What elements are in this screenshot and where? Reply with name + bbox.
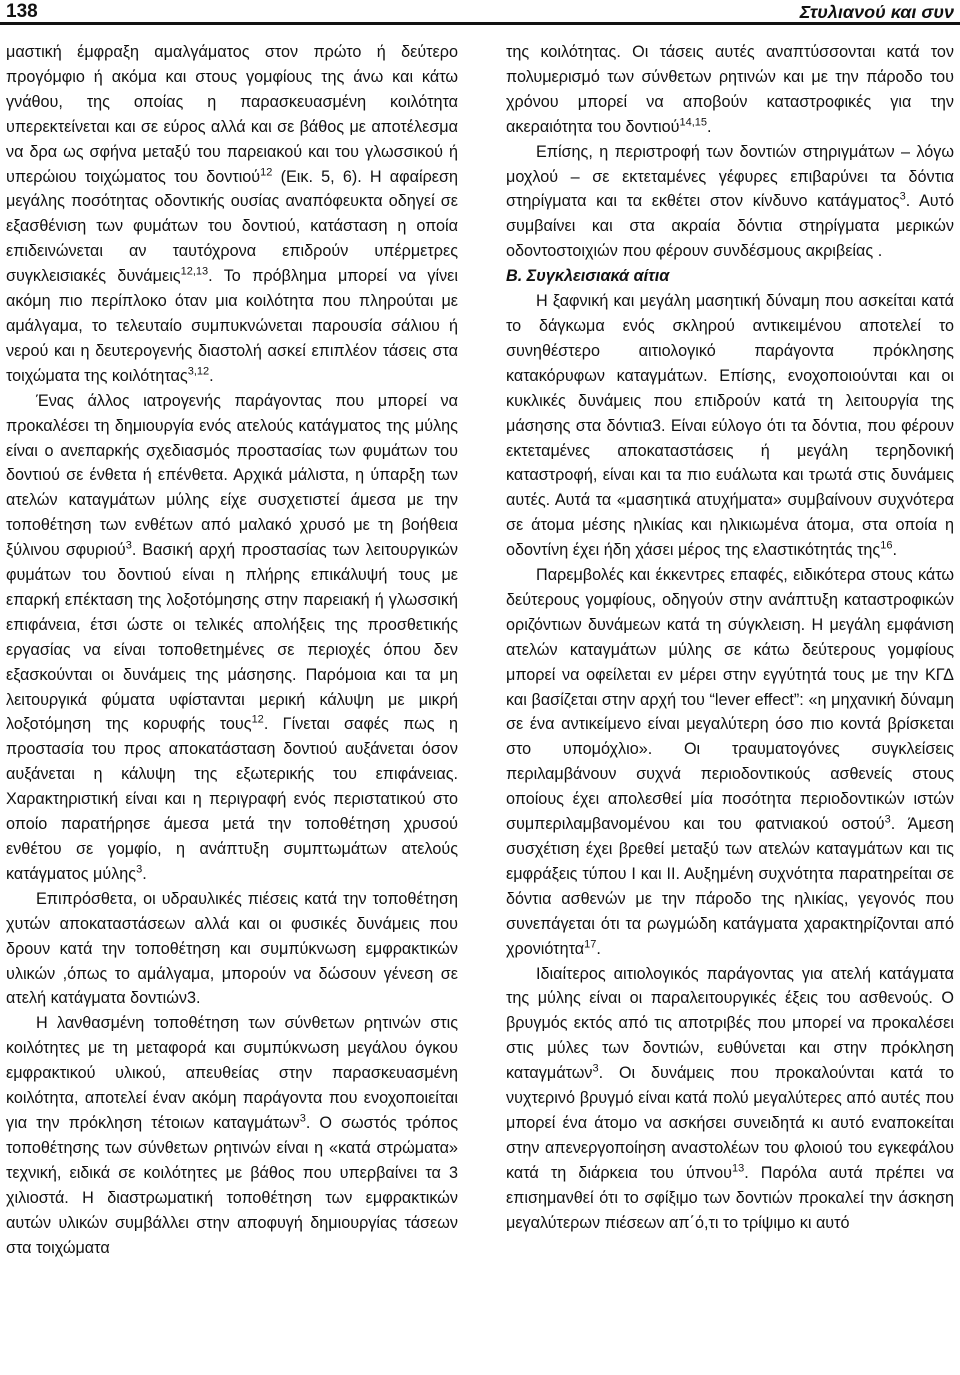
citation: 3 — [299, 1112, 306, 1125]
citation: 14,15 — [679, 116, 708, 129]
paragraph — [6, 1011, 458, 1260]
text-run: Παρεμβολές και έκκεντρες επαφές, ειδικότερα στους κάτω δεύτερους γομφίους, οδηγούν στην ανάπτυξη καταστροφικών οριζόντιων δυνάμεων κατά τη σύγκλειση. Η μεγάλη εμφάνιση ατελών καταγμάτων μύλης σε κάτω δεύτερους γομφίους μπορεί να οφείλεται εν μέρει στην εγγύτητά τους με την ΚΓΔ και βασίζεται στην αρχή του “lever effect”: «η μηχανική δύναμη σε ένα αντικείμενο είναι μεγαλύτερη όσο πιο κοντά βρίσκεται στο υπομόχλιο». Οι τραυματογόνες συγκλείσεις περιλαμβάνουν συχνά περιοδοντικούς ασθενείς στους οποίους έχει απολεσθεί μία ποσότητα περιοδοντικών ιστών συμπεριλαμβανομένου και του φατνιακού οστού — [506, 566, 954, 834]
text-run: . Αυτό συμβαίνει και στα ακραία δόντια στηρίγματα μερικών οδοντοστοιχιών που φέρουν συνδέσμους ακριβείας . — [506, 192, 954, 261]
citation: 17 — [584, 938, 597, 951]
running-title: Στυλιανού και συν — [799, 2, 954, 22]
citation: 3 — [899, 191, 906, 204]
page-header — [0, 0, 960, 28]
text-run: . Άμεση συσχέτιση έχει βρεθεί μεταξύ των ατελών καταγμάτων και τις εμφράξεις τύπου Ι και ΙΙ. Αυξημένη συχνότητα παρατηρείται σε δόντια ασθενών με την πάροδο της ηλικίας, γεγονός που συνεπάγεται ότι τα ρωγμώδη κατάγματα χαρακτηρίζονται από χρονιότητα — [506, 815, 954, 958]
header-rule — [0, 22, 960, 25]
text-run: (Εικ. 5, 6). Η αφαίρεση μεγάλης ποσότητας οδοντικής ουσίας αναπόφευκτα οδηγεί σε εξασθένιση των φυμάτων του δοντιού, κατάσταση η οποία επιδεινώνεται αν ταυτόχρονα επιδρούν υπέρμετρες συγκλεισιακές δυνάμεις — [6, 167, 459, 286]
text-run: Η ξαφνική και μεγάλη μασητική δύναμη που ασκείται κατά το δάγκωμα ενός σκληρού αντικειμένου αποτελεί το συνηθέστερο αιτιολογικό παράγοντα πρόκλησης κατακόρυφων καταγμάτων. Επίσης, ενοχοποιούνται και οι κυκλικές δυνάμεις που επιδρούν κατά τη λειτουργία της μάσησης στα δόντια3. Είναι εύλογο ότι τα δόντια, που φέρουν εκτεταμένες αποκαταστάσεις ή μεγάλη τερηδονική καταστροφή, είναι και τα πιο ευάλωτα και τρωτά στις δυνάμεις αυτές. Αυτά τα «μασητικά ατυχήματα» συμβαίνουν συχνότερα σε άτομα μέσης ηλικίας και ηλικιωμένα άτομα, στα οποία η οδοντίνη έχει ήδη χάσει μέρος της ελαστικότητάς της — [506, 292, 954, 560]
text-run: Η λανθασμένη τοποθέτηση των σύνθετων ρητινών στις κοιλότητες με τη μεταφορά και συμπύκνωση μεγάλου όγκου εμφρακτικού υλικού, απευθείας στην παρασκευασμένη κοιλότητα, αποτελεί έναν ακόμη παράγοντα που ενοχοποιείται για την πρόκληση τέτοιων καταγμάτων — [6, 1014, 458, 1132]
text-run: Ένας άλλος ιατρογενής παράγοντας που μπορεί να προκαλέσει τη δημιουργία ενός ατελούς κατάγματος της μύλης είναι ο ανεπαρκής σχεδιασμός προστασίας των φυμάτων του δοντιού σε ένθετα ή επένθετα. Αρχικά μάλιστα, η ύπαρξη των ατελών καταγμάτων μύλης είχε συσχετιστεί άμεσα με την τοποθέτηση των ενθέτων από μαλακό χρυσό με τη βοήθεια ξύλινου σφυριού — [6, 391, 458, 560]
citation: 12 — [260, 166, 273, 179]
citation: 13 — [731, 1162, 745, 1175]
text-run: . — [707, 117, 712, 136]
text-run: Ιδιαίτερος αιτιολογικός παράγοντας για ατελή κατάγματα της μύλης είναι οι παραλειτουργικές έξεις του ασθενούς. Ο βρυγμός εκτός από τις αποτριβές που μπορεί να προκαλέσει στις μύλες των δοντιών, ευθύνεται και στην πρόκληση καταγμάτων — [506, 964, 954, 1083]
citation: 3 — [125, 539, 132, 552]
citation: 3 — [884, 813, 891, 826]
paragraph — [506, 40, 954, 140]
paragraph — [506, 289, 954, 563]
text-run: . Ο σωστός τρόπος τοποθέτησης των σύνθετων ρητινών είναι η «κατά στρώματα» τεχνική, ειδικά σε κοιλότητες με βάθος που υπερβαίνει τα 3 χιλιοστά. Η διαστρωματική τοποθέτηση των εμφρακτικών αυτών υλικών συμβάλλει στην αποφυγή δημιουργίας τάσεων στα τοιχώματα — [6, 1113, 458, 1257]
page-number: 138 — [6, 1, 38, 22]
citation: 12,13 — [180, 265, 209, 278]
text-run: της κοιλότητας. Οι τάσεις αυτές αναπτύσσονται κατά τον πολυμερισμό των σύνθετων ρητινών και με την πάροδο του χρόνου μπορεί να αποβούν καταστροφικές για την ακεραιότητα του δοντιού — [506, 43, 954, 136]
section-heading: Β. Συγκλεισιακά αίτια — [506, 267, 670, 286]
paragraph — [506, 962, 954, 1236]
text-run: . — [142, 864, 147, 883]
paragraph — [506, 140, 954, 265]
text-run: . Βασική αρχή προστασίας των λειτουργικών φυμάτων του δοντιού είναι η πλήρης επικάλυψή τους με επαρκή επέκταση της λοξοτόμησης στην παρειακή ή γλωσσική επιφάνεια, έτσι ώστε οι τελικές απολήξεις της προσθετικής εργασίας να είναι τοποθετημένες σε περιοχές όπου δεν εξασκούνται οι δυνάμεις της μάσησης. Παρόμοια και τα μη λειτουργικά φύματα υφίστανται μερική κάλυψη με μικρή λοξοτόμηση της κορυφής τους — [6, 541, 458, 734]
citation: 12 — [251, 714, 264, 727]
citation: 3,12 — [187, 365, 210, 378]
citation: 16 — [880, 539, 893, 552]
paragraph — [506, 563, 954, 962]
text-run: . — [209, 366, 214, 385]
text-run: . — [892, 541, 897, 560]
text-run: . — [596, 939, 601, 958]
citation: 3 — [592, 1062, 599, 1075]
right-column — [506, 40, 954, 1236]
citation: 3 — [136, 863, 143, 876]
text-run: μαστική έμφραξη αμαλγάματος στον πρώτο ή δεύτερο προγόμφιο ή ακόμα και στους γομφίους της άνω και κάτω γνάθου, της οποίας η παρασκευασμένη κοιλότητα υπερεκτείνεται και σε εύρος αλλά και σε βάθος με αποτέλεσμα να δρα ως σφήνα μεταξύ του παρειακού και του γλωσσικού ή υπερώιου τοιχώματος του δοντιού — [6, 43, 458, 186]
text-run: . Γίνεται σαφές πως η προστασία του προς αποκατάσταση δοντιού αυξάνεται όσον αυξάνεται η κάλυψη της εξωτερικής του επιφάνειας. Χαρακτηριστική είναι και η περιγραφή ενός περιστατικού στο οποίο παρατήρησε άμεσα μετά την τοποθέτηση χρυσού ενθέτου σε γομφίο, η ανάπτυξη συμπτωμάτων ατελούς κατάγματος μύλης — [6, 715, 458, 883]
paragraph: Επιπρόσθετα, οι υδραυλικές πιέσεις κατά την τοποθέτηση χυτών αποκαταστάσεων αλλά και οι φυσικές δυνάμεις που δρουν κατά την τοποθέτηση και συμπύκνωση εμφρακτικών υλικών ,όπως το αμάλγαμα, μπορούν να δώσουν γένεση σε ατελή κατάγματα δοντιών3. — [6, 889, 458, 1008]
text-run: Επίσης, η περιστροφή των δοντιών στηριγμάτων – λόγω μοχλού – σε εκτεταμένες γέφυρες επιβαρύνει τα δόντια στηρίγματα και τα εκθέτει στον κίνδυνο κατάγματος — [506, 142, 954, 211]
paragraph — [6, 40, 458, 389]
text-run: . Το πρόβλημα μπορεί να γίνει ακόμη πιο περίπλοκο όταν μια κοιλότητα που πληρούται με αμάλγαμα, το τελευταίο συμπυκνώνεται παρουσία σάλιου ή νερού και η δευτερογενής διαστολή ασκεί επιπλέον τάσεις στα τοιχώματα της κοιλότητας — [6, 267, 458, 385]
paragraph — [6, 389, 458, 887]
text-run: . Οι δυνάμεις που προκαλούνται κατά το νυχτερινό βρυγμό είναι κατά πολύ μεγαλύτερες από αυτές που μπορεί ένα άτομο να ασκήσει συνειδητά κι αυτό εναποκείται στην απενεργοποίηση αναστολέων του φλοιού του εγκεφάλου κατά τη διάρκεια του ύπνου — [506, 1064, 954, 1182]
text-run: . Παρόλα αυτά πρέπει να επισημανθεί ότι το σφίξιμο των δοντιών προκαλεί την άσκηση μεγαλύτερων πιέσεων απ΄ό,τι το τρίψιμο κι αυτό — [506, 1163, 954, 1232]
left-column — [6, 40, 458, 1260]
